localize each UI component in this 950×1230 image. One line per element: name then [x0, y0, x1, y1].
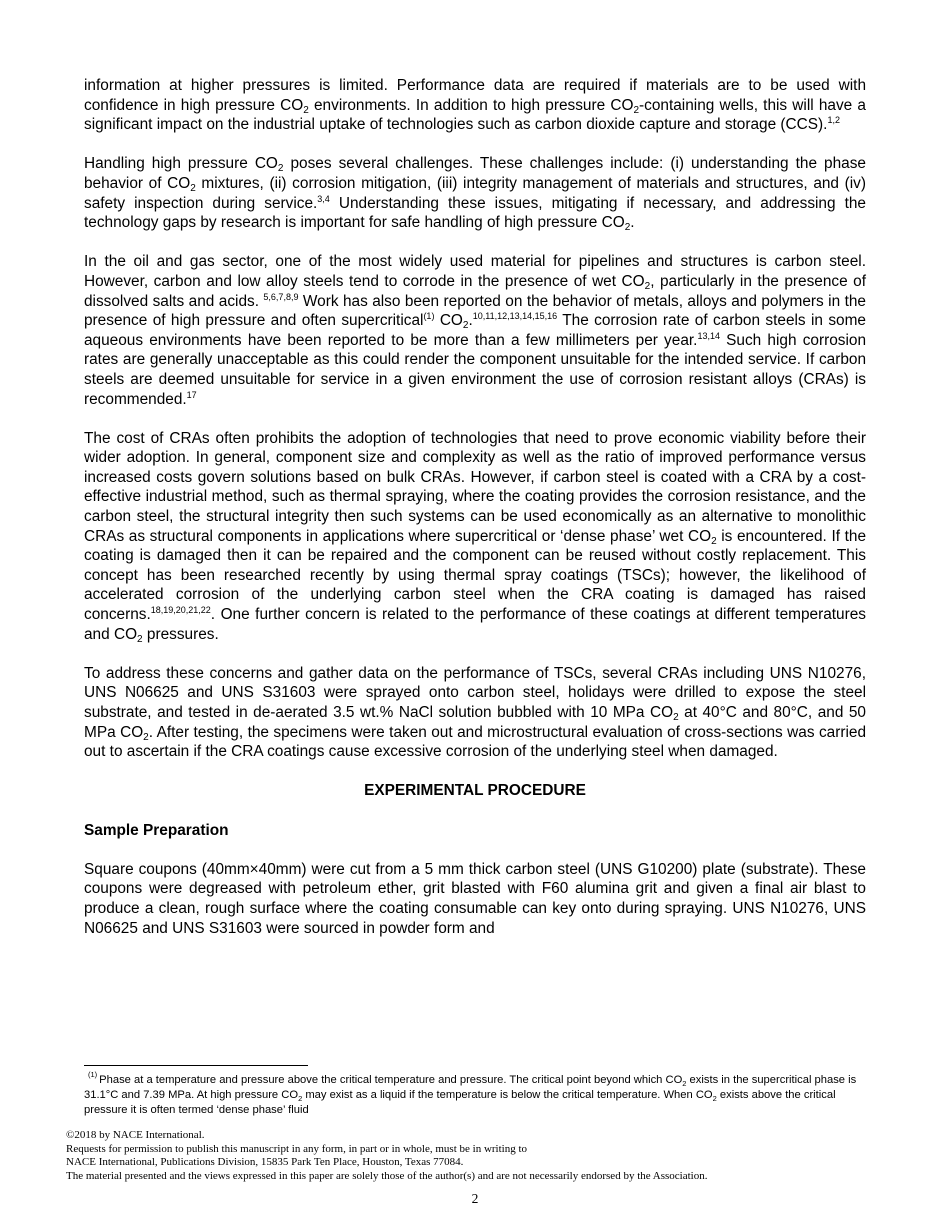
footer-address: NACE International, Publications Division, 15835 Park Ten Place, Houston, Texas 77084. — [66, 1156, 464, 1169]
section-heading-experimental: EXPERIMENTAL PROCEDURE — [364, 782, 586, 800]
footer-permission: Requests for permission to publish this manuscript in any form, in part or in whole, must be in writing to — [66, 1142, 528, 1155]
footer-copyright: ©2018 by NACE International. — [66, 1129, 205, 1141]
page-number: 2 — [471, 1191, 479, 1206]
footer-disclaimer: The material presented and the views expressed in this paper are solely those of the author(s) and are not necessarily endorsed by the Association. — [66, 1169, 708, 1182]
body-text — [84, 76, 866, 958]
subsection-heading-sample-prep: Sample Preparation — [84, 821, 229, 839]
page-footer — [66, 1129, 886, 1183]
paragraph-ccs-intro: information at higher pressures is limited. Performance data are required if materials are to be used with confidence in high pressure $CO_2$ environments. In addition to high pressure $CO_2$-containing wells, this will have a significant impact on the industrial uptake of technologies such as carbon dioxide capture and storage (CCS).$^{1,2}$ — [84, 77, 866, 134]
paragraph-carbon-steel: In the oil and gas sector, one of the most widely used material for pipelines and structures is carbon steel. However, carbon and low alloy steels tend to corrode in the presence of wet $CO_2$, particularly in the presence of dissolved salts and acids. $^{5,6,7,8,9}$ Work has also been reported on the behavior of metals, alloys and polymers in the presence of high pressure and often supercritical$^{(1)}$ $CO_2.^{10,11,12,13,14,15,16}$ The corrosion rate of carbon steels in some aqueous environments have been reported to be more than a few millimeters per year.$^{13,14}$ Such high corrosion rates are generally unacceptable as this could render the component unsuitable for the intended service. If carbon steels are deemed unsuitable for service in a given environment the use of corrosion resistant alloys (CRAs) is recommended.$^{17}$ — [84, 253, 867, 408]
paragraph-cra-cost: The cost of CRAs often prohibits the adoption of technologies that need to prove economic viability before their wider adoption. In general, component size and complexity as well as the ratio of improved performance versus increased costs govern solutions based on bulk CRAs. However, if carbon steel is coated with a CRA by a cost-effective industrial method, such as thermal spraying, where the coating provides the corrosion resistance, and the carbon steel, the structural integrity then such systems can be used economically as an alternative to monolithic CRAs as structural components in applications where supercritical or ‘dense phase’ wet $CO_2$ is encountered. If the coating is damaged then it can be repaired and the component can be reused without costly replacement. This concept has been researched recently by using thermal spray coatings (TSCs); however, the likelihood of accelerated corrosion of the underlying carbon steel when the CRA coating is damaged has raised concerns.$^{18,19,20,21,22}$. One further concern is related to the performance of these coatings at different temperatures and $CO_2$ pressures. — [84, 429, 866, 645]
footnote-divider — [84, 1065, 308, 1066]
paragraph-objectives: To address these concerns and gather data on the performance of TSCs, several CRAs including UNS N10276, UNS N06625 and UNS S31603 were sprayed onto carbon steel, holidays were drilled to expose the steel substrate, and tested in de-aerated 3.5 wt.% NaCl solution bubbled with 10 MPa $CO_2$ at 40°C and 80°C, and 50 MPa $CO_2$. After testing, the specimens were taken out and microstructural evaluation of cross-sections was carried out to ascertain if the CRA coatings cause excessive corrosion of the underlying steel when damaged. — [84, 664, 867, 761]
footnote-marker: (1) — [88, 1070, 98, 1079]
paragraph-challenges: Handling high pressure $CO_2$ poses several challenges. These challenges include: (i) understanding the phase behavior of $CO_2$ mixtures, (ii) corrosion mitigation, (iii) integrity management of materials and structures, and (iv) safety inspection during service.$^{3,4}$ Understanding these issues, mitigating if necessary, and addressing the technology gaps by research is important for safe handling of high pressure $CO_2$. — [84, 155, 866, 234]
paragraph-sample-prep: Square coupons (40mm×40mm) were cut from a 5 mm thick carbon steel (UNS G10200) plate (substrate). These coupons were degreased with petroleum ether, grit blasted with F60 alumina grit and given a final air blast to produce a clean, rough surface where the coating consumable can key onto during spraying. UNS N10276, UNS N06625 and UNS S31603 were sourced in powder form and — [84, 860, 866, 937]
footnote — [84, 1070, 866, 1118]
footnote-text: Phase at a temperature and pressure above the critical temperature and pressure. The critical point beyond which $CO_2$ exists in the supercritical phase is 31.1°C and 7.39 MPa. At high pressure $CO_2$ may exist as a liquid if the temperature is below the critical temperature. When $CO_2$ exists above the critical pressure it is often termed ‘dense phase’ fluid — [84, 1074, 857, 1116]
